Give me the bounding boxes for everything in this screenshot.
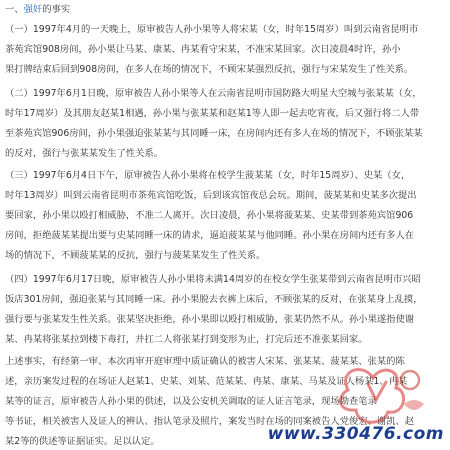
heading-prefix: 一、 (5, 4, 24, 15)
paragraph-line: 果打牌结束后回到908房间，在多人在场的情况下，不顾宋某强烈反抗，强行与宋某发生了性关系。 (5, 64, 414, 75)
heading-suffix: 的事实 (42, 4, 71, 15)
paragraph-line: （二）1997年6月1日晚，原审被告人孙小果等人在云南省昆明市国防路大明星大空城与张某某（女， (5, 88, 422, 99)
paragraph-2 (5, 84, 445, 164)
paragraph-line: （四）1997年6月17日晚，原审被告人孙小果将未满14周岁的在校女学生张某带到云南省昆明市兴昭 (5, 274, 421, 285)
paragraph-line: 某、冉某将张某拉到楼下毒打，并扛二人将张某打到变形为止，打完后还不准张某回家。 (5, 334, 368, 345)
paragraph-line: （三）1997年6月4日下午，原审被告人孙小果将在校学生菠某某（女，时年15周岁）、史某（女， (5, 170, 411, 181)
paragraph-line: 时年17周岁）及其朋友赵某1相遇，孙小果与张某某和赵某1等人即一起去吃宵夜，后又强行将二人带 (5, 108, 420, 119)
paragraph-5 (5, 352, 445, 450)
paragraph-line: （一）1997年4月的一天晚上，原审被告人孙小果等人将宋某（女，时年15周岁）叫到云南省昆明市 (5, 24, 419, 35)
paragraph-line: 场的情况下，不顾菠某某的反抗，强行与菠某某发生了性关系。 (5, 250, 266, 261)
paragraph-line: 茶苑宾馆908房间，孙小果让马某、康某、冉某看守宋某，不准宋某回家。次日凌晨4时许，孙小 (5, 44, 401, 55)
paragraph-line: 时年13周岁）叫到云南省昆明市茶苑宾馆吃饭，后到该宾馆夜总会玩。期间，菠某某和史某多次提出 (5, 190, 417, 201)
paragraph-line: 强行要与张某发生性关系。张某坚决拒绝，孙小果即以殴打相威胁，张某仍然不从。孙小果遂指使谢 (5, 314, 415, 325)
paragraph-line: 等书证，相关被害人及证人的辨认、指认笔录及照片，案发当时在场的同案被告人党俊宏、谢凯、赵 (5, 416, 415, 427)
paragraph-line: 的反对，强行与张某某发生了性关系。 (5, 148, 164, 159)
paragraph-line: 某2等的供述等证据证实。足以认定。 (5, 436, 160, 447)
paragraph-3 (5, 166, 445, 266)
paragraph-1 (5, 20, 445, 80)
section-heading (5, 0, 70, 20)
watermark-url: www.330476.com (267, 424, 444, 444)
paragraph-line: 房间，拒绝菠某某提出要与史某同睡一床的请求，逼迫菠某某与他同睡。孙小果在房间内还有多人在 (5, 230, 415, 241)
paragraph-line: 至茶苑宾馆906房间，孙小果强迫张某某与其同睡一床，在房间内还有多人在场的情况下，不顾张某某 (5, 128, 423, 139)
paragraph-line: 上述事实，有经第一审、本次再审开庭审理中质证确认的被害人宋某、张某某、菠某某、张某的陈 (5, 356, 405, 367)
paragraph-line: 某等的证言，原审被告人孙小果的供述，以及公安机关调取的证人证言笔录，现场勘查笔录 (5, 396, 377, 407)
paragraph-line: 饭店301房间，强迫张某与其同睡一床。孙小果脱去衣裤上床后，不顾张某的反对，在张某身上乱摸， (5, 294, 423, 305)
paragraph-line: 要回家，孙小果以殴打相威胁，不准二人离开。次日凌晨，孙小果将菠某某、史某带到茶苑宾馆906 (5, 210, 414, 221)
paragraph-4 (5, 270, 445, 350)
paragraph-line: 述，亲历案发过程的在场证人赵某1、史某、刘某、范某某、冉某、康某、马某及证人杨某1、冉某 (5, 376, 408, 387)
keyword-link[interactable]: 强奸 (23, 4, 43, 15)
